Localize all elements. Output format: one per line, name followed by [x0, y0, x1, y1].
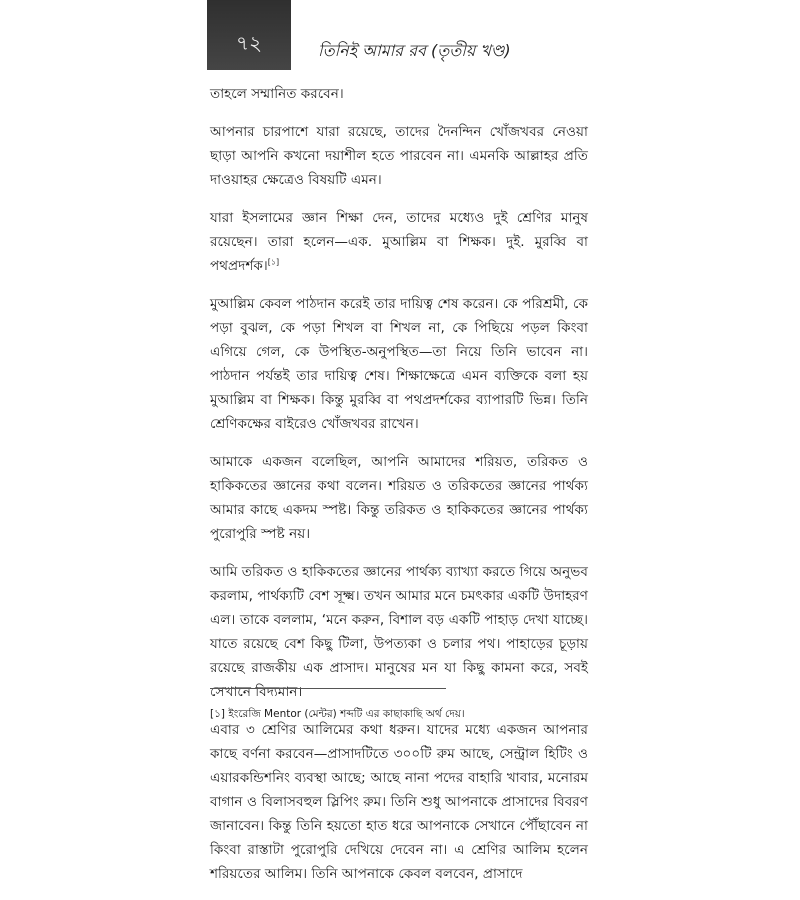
footnote-reference[interactable]: [১]	[267, 257, 280, 267]
paragraph-5: আমাকে একজন বলেছিল, আপনি আমাদের শরিয়ত, তরিকত ও হাকিকতের জ্ঞানের কথা বলেন। শরিয়ত ও তরিকতের জ্ঞানের পার্থক্য আমার কাছে একদম স্পষ্ট। কিন্তু তরিকত ও হাকিকতের জ্ঞানের পার্থক্য পুরোপুরি স্পষ্ট নয়।	[210, 454, 588, 542]
paragraph-3	[210, 206, 588, 278]
paragraph-7: এবার ৩ শ্রেণির আলিমের কথা ধরুন। যাদের মধ্যে একজন আপনার কাছে বর্ণনা করবেন—প্রাসাদটিতে ৩০০টি রুম আছে, সেন্ট্রাল হিটিং ও এয়ারকন্ডিশনিং ব্যবস্থা আছে; আছে নানা পদের বাহারি খাবার, মনোরম বাগান ও বিলাসবহুল স্লিপিং রুম। তিনি শুধু আপনাকে প্রাসাদের বিবরণ জানাবেন। কিন্তু তিনি হয়তো হাত ধরে আপনাকে সেখানে পৌঁছাবেন না কিংবা রাস্তাটা পুরোপুরি দেখিয়ে দেবেন না। এ শ্রেণির আলিম হলেন শরিয়তের আলিম। তিনি আপনাকে কেবল বলবেন, প্রাসাদে	[210, 722, 588, 882]
paragraph-3-text: যারা ইসলামের জ্ঞান শিক্ষা দেন, তাদের মধ্যেও দুই শ্রেণির মানুষ রয়েছেন। তারা হলেন—এক. মুআল্লিম বা শিক্ষক। দুই. মুরব্বি বা পথপ্রদর্শক।	[210, 210, 588, 274]
paragraph-2: আপনার চারপাশে যারা রয়েছে, তাদের দৈনন্দিন খোঁজখবর নেওয়া ছাড়া আপনি কখনো দয়াশীল হতে পারবেন না। এমনকি আল্লাহর প্রতি দাওয়াহর ক্ষেত্রেও বিষয়টি এমন।	[210, 124, 588, 188]
running-header-title: তিনিই আমার রব (তৃতীয় খণ্ড)	[318, 41, 511, 60]
page-body	[210, 82, 588, 900]
footnote: [১] ইংরেজি Mentor (মেন্টর) শব্দটি এর কাছাকাছি অর্থ দেয়।	[210, 708, 465, 720]
footnote-divider	[210, 688, 446, 689]
page-number: ৭২	[235, 31, 262, 55]
page-number-tab	[207, 0, 291, 70]
paragraph-6: আমি তরিকত ও হাকিকতের জ্ঞানের পার্থক্য ব্যাখ্যা করতে গিয়ে অনুভব করলাম, পার্থক্যটি বেশ সূক্ষ্ম। তখন আমার মনে চমৎকার একটি উদাহরণ এল। তাকে বললাম, ‘মনে করুন, বিশাল বড় একটি পাহাড় দেখা যাচ্ছে। যাতে রয়েছে বেশ কিছু টিলা, উপত্যকা ও চলার পথ। পাহাড়ের চূড়ায় রয়েছে রাজকীয় এক প্রাসাদ। মানুষের মন যা কিছু কামনা করে, সবই সেখানে বিদ্যমান।	[210, 564, 588, 700]
paragraph-4: মুআল্লিম কেবল পাঠদান করেই তার দায়িত্ব শেষ করেন। কে পরিশ্রমী, কে পড়া বুঝল, কে পড়া শিখল বা শিখল না, কে পিছিয়ে পড়ল কিংবা এগিয়ে গেল, কে উপস্থিত-অনুপস্থিত—তা নিয়ে তিনি ভাবেন না। পাঠদান পর্যন্তই তার দায়িত্ব শেষ। শিক্ষাক্ষেত্রে এমন ব্যক্তিকে বলা হয় মুআল্লিম বা শিক্ষক। কিন্তু মুরব্বি বা পথপ্রদর্শকের ব্যাপারটি ভিন্ন। তিনি শ্রেণিকক্ষের বাইরেও খোঁজখবর রাখেন।	[210, 296, 588, 432]
paragraph-1: তাহলে সম্মানিত করবেন।	[210, 86, 344, 102]
